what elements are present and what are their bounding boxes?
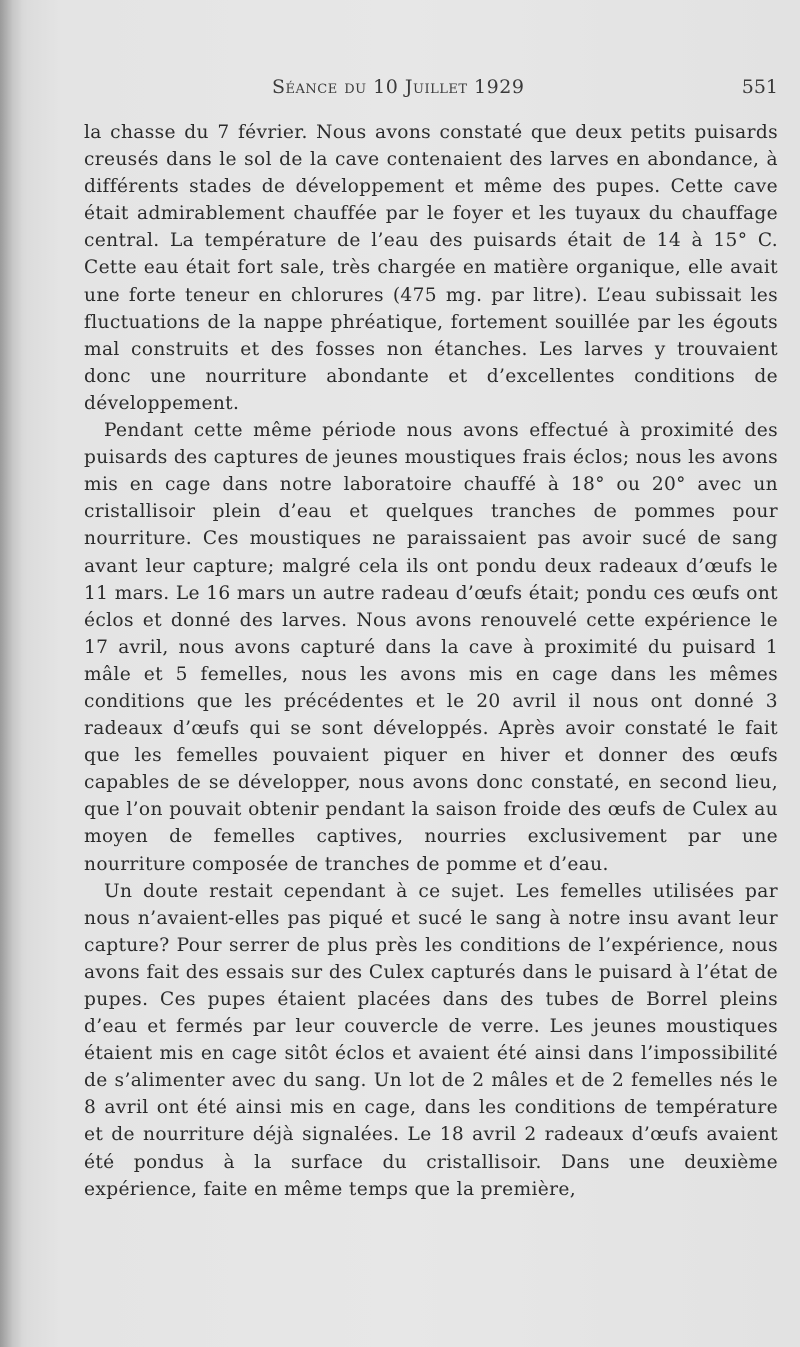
body-text (84, 119, 778, 1203)
paragraph-continued: la chasse du 7 février. Nous avons constaté que deux petits puisards creusés dans le sol de la cave contenaient des larves en abondance, à différents stades de développement et même des pupes. Cette cave était admirablement chauffée par le foyer et les tuyaux du chauffage central. La température de l’eau des puisards était de 14 à 15° C. Cette eau était fort sale, très chargée en matière organique, elle avait une forte teneur en chlorures (475 mg. par litre). L’eau subissait les fluctuations de la nappe phréatique, fortement souillée par les égouts mal construits et des fosses non étanches. Les larves y trouvaient donc une nourriture abondante et d’excellentes conditions de développement. (84, 122, 778, 414)
page-number: 551 (741, 76, 778, 98)
running-head (84, 76, 778, 104)
paragraph: Pendant cette même période nous avons effectué à proximité des puisards des captures de jeunes moustiques frais éclos; nous les avons mis en cage dans notre laboratoire chauffé à 18° ou 20° avec un cristallisoir plein d’eau et quelques tranches de pommes pour nourriture. Ces moustiques ne paraissaient pas avoir sucé de sang avant leur capture; malgré cela ils ont pondu deux radeaux d’œufs le 11 mars. Le 16 mars un autre radeau d’œufs était; pondu ces œufs ont éclos et donné des larves. Nous avons renouvelé cette expérience le 17 avril, nous avons capturé dans la cave à proximité du puisard 1 mâle et 5 femelles, nous les avons mis en cage dans les mêmes conditions que les précédentes et le 20 avril il nous ont donné 3 radeaux d’œufs qui se sont développés. Après avoir constaté le fait que les femelles pouvaient piquer en hiver et donner des œufs capables de se développer, nous avons donc constaté, en second lieu, que l’on pouvait obtenir pendant la saison froide des œufs de Culex au moyen de femelles captives, nourries exclusivement par une nourriture composée de tranches de pomme et d’eau. (84, 420, 778, 875)
paragraph: Un doute restait cependant à ce sujet. Les femelles utilisées par nous n’avaient-elles pas piqué et sucé le sang à notre insu avant leur capture? Pour serrer de plus près les conditions de l’expérience, nous avons fait des essais sur des Culex capturés dans le puisard à l’état de pupes. Ces pupes étaient placées dans des tubes de Borrel pleins d’eau et fermés par leur couvercle de verre. Les jeunes moustiques étaient mis en cage sitôt éclos et avaient été ainsi dans l’impossibilité de s’alimenter avec du sang. Un lot de 2 mâles et de 2 femelles nés le 8 avril ont été ainsi mis en cage, dans les conditions de température et de nourriture déjà signalées. Le 18 avril 2 radeaux d’œufs avaient été pondus à la surface du cristallisoir. Dans une deuxième expérience, faite en même temps que la première, (84, 880, 778, 1200)
binding-shadow (0, 0, 22, 1347)
running-head-title: Séance du 10 Juillet 1929 (272, 76, 525, 98)
